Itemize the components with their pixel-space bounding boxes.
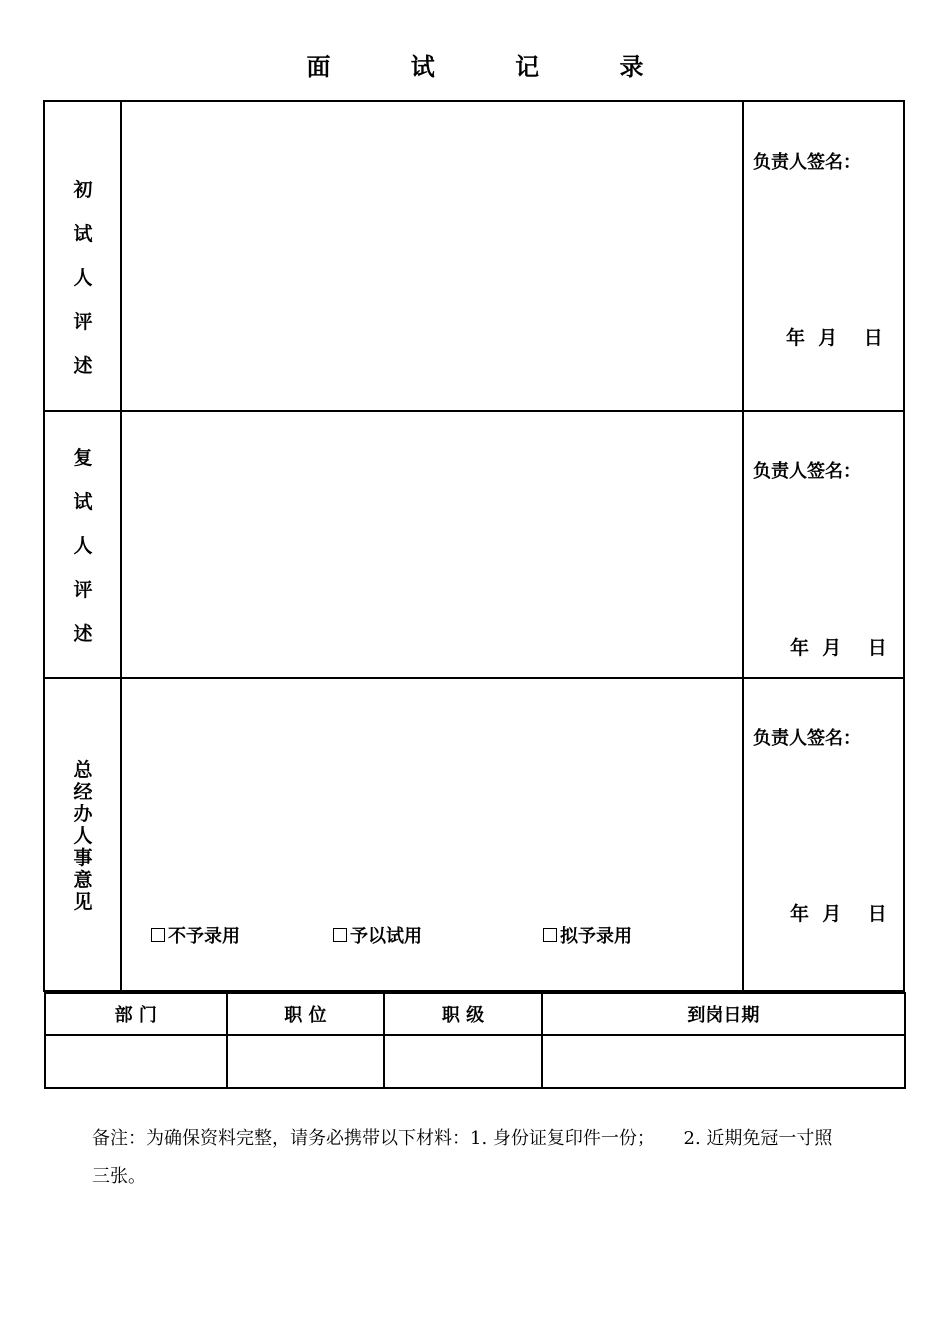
checkbox-icon[interactable] [543,928,557,942]
position-cell[interactable] [227,1035,385,1088]
second-interview-date-label: 年 月 日 [790,637,887,659]
page-title: 面 试 记 录 [306,53,680,81]
header-grade: 职 级 [384,993,542,1035]
second-interview-signature-label: 负责人签名： [753,461,861,482]
first-interview-date-label: 年 月 日 [786,327,883,349]
header-position: 职 位 [227,993,385,1035]
table-row [45,1035,905,1088]
hr-opinion-date-label: 年 月 日 [790,903,887,925]
second-interview-label: 复 试 人 评 述 [73,447,93,645]
start-date-cell[interactable] [542,1035,905,1088]
table-header-row [45,993,905,1035]
remarks-line-1: 备注：为确保资料完整，请务必携带以下材料：1. 身份证复印件一份； 2. 近期免冠一寸照 [92,1128,833,1149]
grade-cell[interactable] [384,1035,542,1088]
second-interview-comment-area[interactable] [122,412,742,677]
remarks-note [92,1120,833,1196]
hr-opinion-signature-label: 负责人签名： [753,728,861,749]
option-intend-hire[interactable]: 拟予录用 [543,922,632,948]
checkbox-icon[interactable] [333,928,347,942]
interview-record-table [43,100,905,992]
checkbox-icon[interactable] [151,928,165,942]
option-reject[interactable]: 不予录用 [151,922,240,948]
hr-opinion-comment-area[interactable] [122,679,742,909]
header-department: 部 门 [45,993,227,1035]
department-cell[interactable] [45,1035,227,1088]
first-interview-label: 初 试 人 评 述 [73,179,93,377]
signature-column-divider [742,102,744,990]
position-info-table [44,992,906,1089]
option-trial[interactable]: 予以试用 [333,922,422,948]
hr-opinion-label: 总 经 办 人 事 意 见 [73,759,93,913]
remarks-line-2: 三张。 [92,1166,146,1187]
first-interview-signature-label: 负责人签名： [753,152,861,173]
first-interview-comment-area[interactable] [122,102,742,410]
header-start-date: 到岗日期 [542,993,905,1035]
